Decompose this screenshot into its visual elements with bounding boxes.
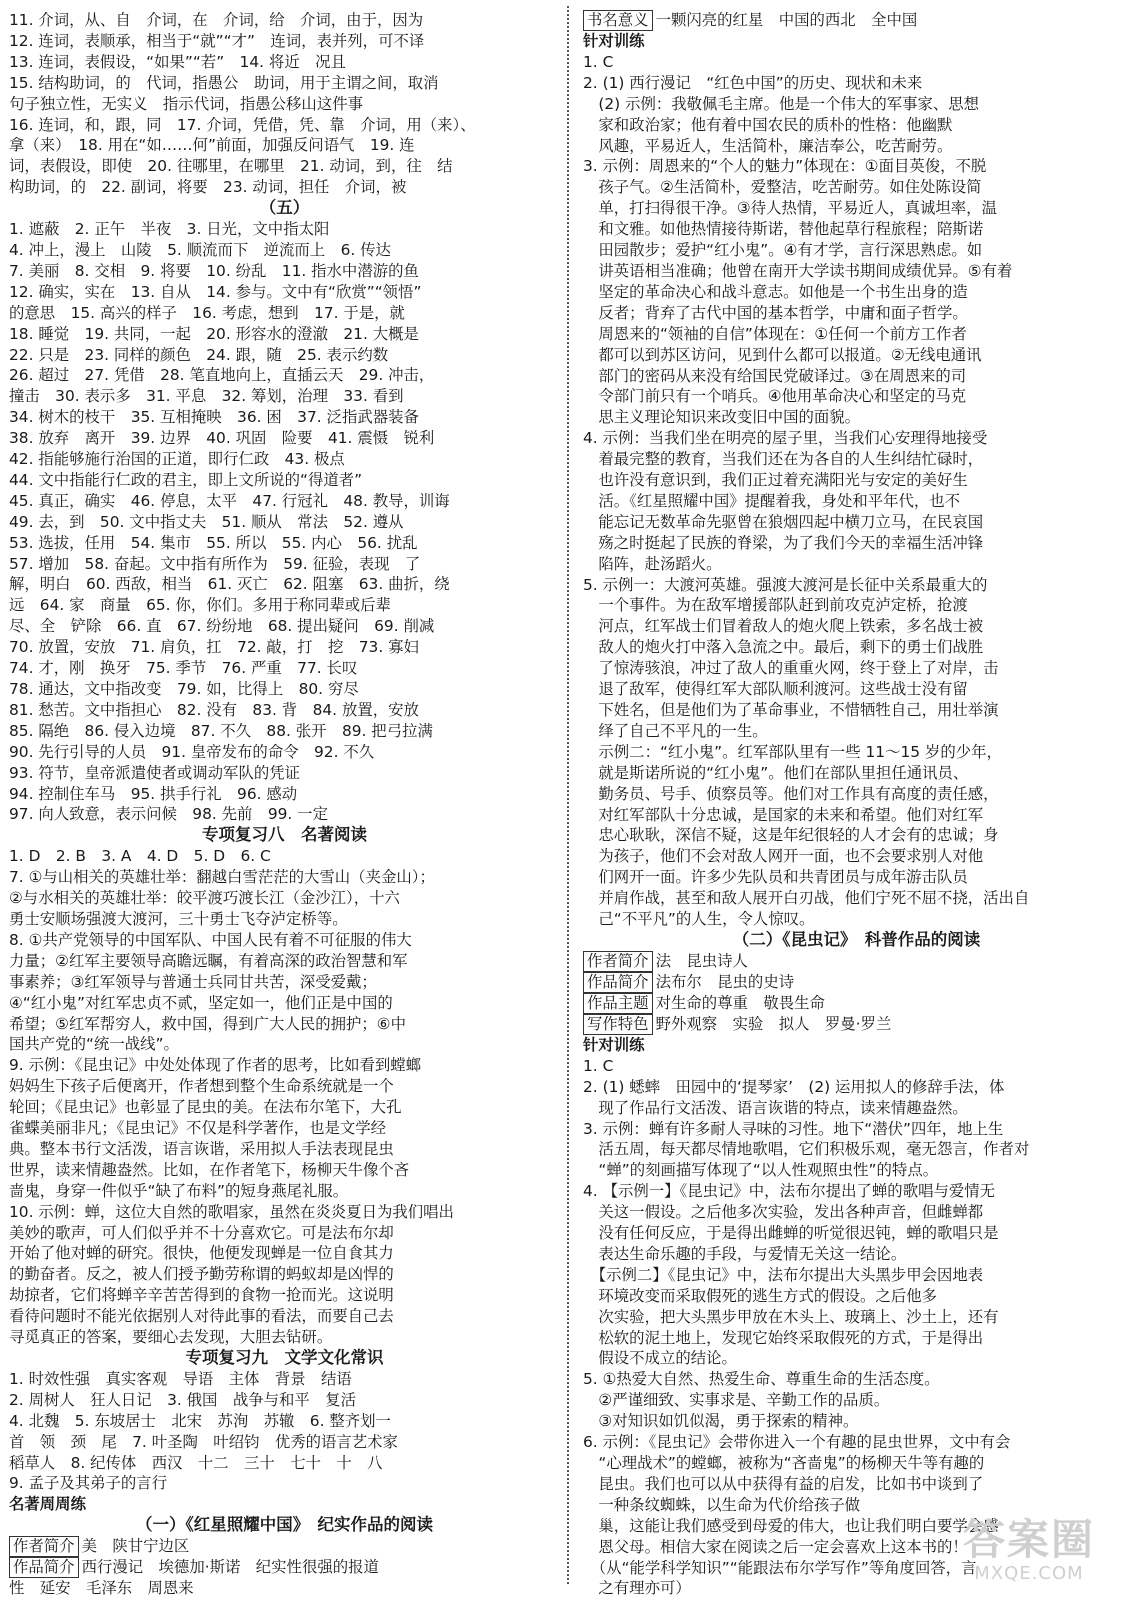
- info-value: 西行漫记 埃德加·斯诺 纪实性很强的报道: [81, 1558, 379, 1577]
- answer-line: 5. ①热爱大自然、热爱生命、尊重生命的生活态度。: [583, 1370, 940, 1389]
- answer-line: 事素养；③红军领导与普通士兵同甘共苦，深受爱戴；: [9, 972, 377, 991]
- answer-line: 5. 示例一：大渡河英雄。强渡大渡河是长征中关系最重大的: [583, 575, 988, 594]
- answer-line: 3. 示例：蝉有许多耐人寻味的习性。地下“潜伏”四年，地上生: [583, 1119, 1004, 1138]
- answer-line: 昆虫。我们也可以从中获得有益的启发，比如书中谈到了: [583, 1474, 984, 1493]
- info-row: [9, 1536, 560, 1557]
- answer-line: 尽、全 铲除 66. 直 67. 纷纷地 68. 提出疑问 69. 削减: [9, 617, 435, 636]
- answer-line: 啬鬼，身穿一件似乎“缺了布料”的短身燕尾礼服。: [9, 1181, 349, 1200]
- subheading: 针对训练: [583, 32, 645, 50]
- answer-line: 力量；②红军主要领导高瞻远瞩，有着高深的政治智慧和军: [9, 951, 408, 970]
- answer-line: 劫掠者，它们将蝉辛辛苦苦得到的食物一抢而光。这说明: [9, 1286, 394, 1305]
- answer-line: 敌人的炮火打中落入急流之中。最后，剩下的勇士们战胜: [583, 638, 984, 657]
- answer-line: 环境改变而采取假死的逃生方式的假设。之后他多: [583, 1286, 937, 1305]
- answer-line: 周恩来的“领袖的自信”体现在：①任何一个前方工作者: [583, 324, 967, 343]
- answer-line: 2. (1) 西行漫记 “红色中国”的历史、现状和未来: [583, 73, 923, 92]
- answer-line: 表达生命乐趣的手段，与爱情无关这一结论。: [583, 1244, 907, 1263]
- answer-line: 1. 遮蔽 2. 正午 半夜 3. 日光，文中指太阳: [9, 220, 330, 239]
- answer-line: 部门的密码从来没有给国民党破译过。③在周恩来的司: [583, 366, 967, 385]
- answer-line: “心理战术”的螳螂，被称为“吝啬鬼”的杨柳天牛等有趣的: [583, 1454, 985, 1472]
- answer-line: 38. 放弃 离开 39. 边界 40. 巩固 险要 41. 震慑 锐利: [9, 429, 435, 448]
- answer-line: 49. 去，到 50. 文中指丈夫 51. 顺从 常法 52. 遵从: [9, 512, 404, 531]
- answer-line: 15. 结构助词，的 代词，指愚公 助词，用于主谓之间，取消: [9, 73, 439, 92]
- answer-line: 12. 连词，表顺承，相当于“就”“才” 连词，表并列，可不译: [9, 31, 425, 50]
- answer-line: 97. 向人致意，表示问候 98. 先前 99. 一定: [9, 805, 328, 824]
- answer-line: 8. ①共产党领导的中国军队、中国人民有着不可征服的伟大: [9, 930, 412, 949]
- answer-line: 雀蝶美丽非凡；《昆虫记》不仅是科学著作，也是文学经: [9, 1119, 387, 1138]
- section-title: （一）《红星照耀中国》 纪实作品的阅读: [136, 1515, 433, 1535]
- answer-line: 次实验，把大头黑步甲放在木头上、玻璃上、沙土上，还有: [583, 1307, 999, 1326]
- answer-line: 4. 冲上，漫上 山陵 5. 顺流而下 逆流而上 6. 传达: [9, 240, 391, 259]
- answer-line: ②严谨细致、实事求是、辛勤工作的品质。: [583, 1391, 890, 1410]
- info-row: [583, 1014, 1130, 1035]
- subheading: 针对训练: [583, 1035, 645, 1054]
- info-label: 作品主题: [583, 993, 653, 1014]
- answer-line: 勇士安顺场强渡大渡河，三十勇士飞夺泸定桥等。: [9, 909, 348, 928]
- answer-line: 34. 树木的枝干 35. 互相掩映 36. 困 37. 泛指武器装备: [9, 408, 419, 427]
- answer-line: 陷阵，赴汤蹈火。: [583, 554, 722, 573]
- answer-line: 9. 孟子及其弟子的言行: [9, 1474, 168, 1493]
- answer-line: 坚定的革命决心和战斗意志。如他是一个书生出身的造: [583, 282, 968, 301]
- info-value: 一颗闪亮的红星 中国的西北 全中国: [655, 11, 918, 30]
- left-column: [9, 10, 560, 1598]
- answer-line: 令部门前只有一个哨兵。④他用革命决心和坚定的马克: [583, 387, 967, 406]
- info-label: 作者简介: [9, 1536, 79, 1557]
- answer-line: 70. 放置，安放 71. 肩负，扛 72. 敲，打 挖 73. 寡妇: [9, 638, 419, 657]
- answer-line: 忠心耿耿，深信不疑，这是年纪很轻的人才会有的忠诚；身: [583, 826, 999, 845]
- answer-line: 7. ①与山相关的英雄壮举：翻越白雪茫茫的大雪山（夹金山）；: [9, 868, 435, 887]
- answer-line: 美妙的歌声，可人们似乎并不十分喜欢它。可是法布尔却: [9, 1223, 394, 1242]
- answer-line: 解，明白 60. 西敌，相当 61. 灭亡 62. 阻塞 63. 曲折，绕: [9, 575, 450, 594]
- section-title: （五）: [259, 198, 310, 218]
- answer-line: 的意思 15. 高兴的样子 16. 考虑，想到 17. 于是，就: [9, 303, 405, 322]
- info-value: 法 昆虫诗人: [655, 951, 748, 970]
- answer-line: 90. 先行引导的人员 91. 皇帝发布的命令 92. 不久: [9, 742, 375, 761]
- answer-line: 殇之时挺起了民族的脊梁，为了我们今天的幸福生活冲锋: [583, 533, 984, 552]
- info-label: 写作特色: [583, 1014, 653, 1035]
- answer-line: 的勤奋者。反之，被人们授予勤劳称谓的蚂蚁却是凶悍的: [9, 1265, 394, 1284]
- answer-line: 活五周，每天都尽情地歌唱，它们积极乐观，毫无怨言，作者对: [583, 1140, 1030, 1159]
- answer-line: 42. 指能够施行治国的正道，即行仁政 43. 极点: [9, 450, 345, 469]
- answer-line: 单，打扫得很干净。③待人热情，平易近人，真诚坦率，温: [583, 199, 997, 218]
- answer-line: 妈妈生下孩子后便离开，作者想到整个生命系统就是一个: [9, 1077, 394, 1096]
- info-row: [583, 951, 1130, 972]
- answer-line: 构助词，的 22. 副词，将要 23. 动词，担任 介词，被: [9, 178, 407, 197]
- watermark: [929, 1516, 1129, 1586]
- section-title: 专项复习九 文学文化常识: [185, 1348, 384, 1367]
- answer-line: 26. 超过 27. 凭借 28. 笔直地向上，直插云天 29. 冲击，: [9, 366, 435, 385]
- answer-line: 了惊涛骇浪，冲过了敌人的重重火网，终于登上了对岸，击: [583, 659, 999, 678]
- answer-line: 一个事件。为在敌军增援部队赶到前攻克泸定桥，抢渡: [583, 596, 968, 615]
- answer-line: 绎了自己不平凡的一生。: [583, 721, 768, 740]
- answer-line: 4. 北魏 5. 东坡居士 北宋 苏洵 苏辙 6. 整齐划一: [9, 1411, 391, 1430]
- answer-line: 85. 隔绝 86. 侵入边境 87. 不久 88. 张开 89. 把弓拉满: [9, 721, 433, 740]
- watermark-logo: 答案圈: [962, 1515, 1095, 1564]
- answer-line: 远 64. 家 商量 65. 你，你们。多用于称同辈或后辈: [9, 596, 391, 615]
- answer-line: 57. 增加 58. 奋起。文中指有所作为 59. 征验，表现 了: [9, 554, 421, 573]
- answer-line: 没有任何反应，于是得出雌蝉的听觉很迟钝，蝉的歌唱只是: [583, 1224, 999, 1243]
- answer-line: 44. 文中指能行仁政的君主，即上文所说的“得道者”: [9, 470, 363, 489]
- answer-line: 2. 周树人 狂人日记 3. 俄国 战争与和平 复活: [9, 1390, 356, 1409]
- answer-line: 94. 控制住车马 95. 拱手行礼 96. 感动: [9, 784, 298, 803]
- answer-line: 世界，读来情趣盎然。比如，在作者笔下，杨柳天牛像个吝: [9, 1160, 410, 1179]
- answer-line: 18. 睡觉 19. 共同，一起 20. 形容水的澄澈 21. 大概是: [9, 324, 419, 343]
- answer-line: 稻草人 8. 纪传体 西汉 十二 三十 七十 十 八: [9, 1453, 383, 1472]
- answer-line: 74. 才，刚 换牙 75. 季节 76. 严重 77. 长叹: [9, 659, 358, 678]
- answer-line: 12. 确实，实在 13. 自从 14. 参与。文中有“欣赏”“领悟”: [9, 282, 422, 301]
- info-label: 作者简介: [583, 951, 653, 972]
- info-value: 美 陕甘宁边区: [81, 1537, 190, 1556]
- answer-line: 首 领 颈 尾 7. 叶圣陶 叶绍钧 优秀的语言艺术家: [9, 1432, 398, 1451]
- answer-line: 己“不平凡”的人生，令人惊叹。: [583, 910, 815, 929]
- answer-line: 6. 示例：《昆虫记》会带你进入一个有趣的昆虫世界，文中有会: [583, 1433, 1011, 1452]
- answer-line: 对红军部队十分忠诚，是国家的未来和希望。他们对红军: [583, 805, 984, 824]
- answer-line: 寻觅真正的答案，要细心去发现，大胆去钻研。: [9, 1328, 333, 1347]
- answer-line: 下姓名，但是他们为了革命事业，不惜牺牲自己，用壮举演: [583, 701, 999, 719]
- info-label: 作品简介: [583, 972, 653, 993]
- answer-line: 退了敌军，使得红军大部队顺利渡河。这些战士没有留: [583, 680, 968, 699]
- answer-line: 78. 通达，文中指改变 79. 如，比得上 80. 穷尽: [9, 680, 359, 698]
- answer-line: 开始了他对蝉的研究。很快，他便发现蝉是一位自食其力: [9, 1244, 394, 1263]
- answer-line: 10. 示例：蝉，这位大自然的歌唱家，虽然在炎炎夏日为我们唱出: [9, 1202, 454, 1221]
- answer-line: 1. C: [583, 1056, 614, 1075]
- answer-line: 们网开一面。许多少先队员和共青团员与成年游击队员: [583, 868, 968, 887]
- answer-line: 9. 示例：《昆虫记》中处处体现了作者的思考，比如看到螳螂: [9, 1056, 422, 1075]
- answer-line: 句子独立性，无实义 指示代词，指愚公移山这件事: [9, 94, 363, 113]
- answer-line: 河点，红军战士们冒着敌人的炮火爬上铁索，多名战士被: [583, 617, 984, 636]
- info-value: 法布尔 昆虫的史诗: [655, 972, 795, 991]
- answer-line: 53. 选拔，任用 54. 集市 55. 所以 55. 内心 56. 扰乱: [9, 533, 418, 552]
- answer-line: 巢，这能让我们感受到母爱的伟大，也让我们明白要学会感: [583, 1516, 999, 1535]
- answer-line: 都可以到苏区访问，见到什么都可以报道。②无线电通讯: [583, 345, 982, 364]
- watermark-url: MXQE.COM: [974, 1563, 1084, 1584]
- answer-line: 希望；⑤红军帮穷人，救中国，得到广大人民的拥护；⑥中: [9, 1014, 406, 1033]
- answer-line: 假设不成立的结论。: [583, 1349, 737, 1368]
- answer-line: 典。整本书行文活泼，语言诙谐，采用拟人手法表现昆虫: [9, 1139, 394, 1158]
- answer-line: 22. 只是 23. 同样的颜色 24. 跟，随 25. 表示约数: [9, 345, 389, 364]
- info-value: 野外观察 实验 拟人 罗曼·罗兰: [655, 1014, 892, 1033]
- answer-line: 3. 示例：周恩来的“个人的魅力”体现在：①面目英俊，不脱: [583, 157, 987, 176]
- answer-line: 示例二：“红小鬼”。红军部队里有一些 11～15 岁的少年，: [583, 742, 1002, 761]
- answer-line: 为孩子，他们不会对敌人网开一面，也不会要求别人对他: [583, 847, 984, 866]
- answer-line: 2. (1) 蟋蟀 田园中的‘提琴家’ (2) 运用拟人的修辞手法，体: [583, 1077, 1005, 1096]
- answer-line: 轮回；《昆虫记》也彰显了昆虫的美。在法布尔笔下，大孔: [9, 1098, 402, 1117]
- answer-line: ③对知识如饥似渴，勇于探索的精神。: [583, 1412, 859, 1431]
- answer-line: 思主义理论知识来改变旧中国的面貌。: [583, 408, 861, 427]
- answer-line: 之有理亦可）: [583, 1579, 691, 1598]
- section-title: 专项复习八 名著阅读: [202, 825, 367, 845]
- subheading: 名著周周练: [9, 1495, 86, 1514]
- answer-line: 和文雅。如他热情接待斯诺，替他起草行程旅程；陪斯诺: [583, 220, 984, 239]
- answer-line: 11. 介词，从、自 介词，在 介词，给 介词，由于，因为: [9, 11, 424, 29]
- answer-line: 4. 【示例一】《昆虫记》中，法布尔提出了蝉的歌唱与爱情无: [583, 1182, 996, 1201]
- answer-line: 1. C: [583, 52, 614, 71]
- answer-line: 并肩作战，甚至和敌人展开白刃战，他们宁死不屈不挠，活出自: [583, 889, 1030, 908]
- answer-line: （从“能学科学知识”“能跟法布尔学写作”等角度回答，言: [583, 1558, 977, 1577]
- answer-line: 一种条纹蜘蛛，以生命为代价给孩子做: [583, 1495, 861, 1514]
- answer-line: 松软的泥土地上，发现它始终采取假死的方式，于是得出: [583, 1328, 984, 1347]
- info-value: 对生命的尊重 敬畏生命: [655, 993, 825, 1012]
- answer-line: 着最完整的教育，当我们还在为各自的人生纠结忙碌时，: [583, 450, 984, 469]
- answer-line: 词，表假设，即使 20. 往哪里，在哪里 21. 动词，到，往 结: [9, 157, 453, 176]
- answer-line: 孩子气。②生活简朴，爱整洁，吃苦耐劳。如住处陈设简: [583, 178, 982, 197]
- answer-line: 能忘记无数革命先驱曾在狼烟四起中横刀立马，在民哀国: [583, 512, 984, 531]
- answer-line: 撞击 30. 表示多 31. 平息 32. 筹划，治理 33. 看到: [9, 387, 404, 406]
- answer-line: 勤务员、号手、侦察员等。他们对工作具有高度的责任感，: [583, 784, 999, 803]
- answer-line: 也许没有意识到，我们正过着充满阳光与安定的美好生: [583, 471, 968, 490]
- answer-line: 13. 连词，表假设，“如果”“若” 14. 将近 况且: [9, 52, 346, 71]
- column-divider: [567, 6, 569, 1584]
- answer-line: 国共产党的“统一战线”。: [9, 1035, 179, 1054]
- answer-line: 反者；背弃了古代中国的基本哲学，中庸和面子哲学。: [583, 303, 968, 322]
- answer-line: 就是斯诺所说的“红小鬼”。他们在部队里担任通讯员、: [583, 763, 969, 782]
- answer-line: 家和政治家；他有着中国农民的质朴的性格：他幽默: [583, 115, 953, 134]
- answer-line: 性 延安 毛泽东 周恩来: [9, 1579, 194, 1598]
- answer-line: ②与水相关的英雄壮举：皎平渡巧渡长江（金沙江），十六: [9, 889, 400, 908]
- info-label: 作品简介: [9, 1557, 79, 1578]
- answer-line: “蝉”的刻画描写体现了“以人性观照虫性”的特点。: [583, 1161, 939, 1180]
- answer-line: 1. 时效性强 真实客观 导语 主体 背景 结语: [9, 1369, 352, 1388]
- info-row: [9, 1557, 560, 1578]
- answer-line: 恩父母。相信大家在阅读之后一定会喜欢上这本书的！: [583, 1537, 968, 1556]
- answer-line: 16. 连词，和，跟，同 17. 介词，凭借，凭、靠 介词，用（来）、: [9, 115, 476, 134]
- answer-line: ④“红小鬼”对红军忠贞不贰，坚定如一，他们正是中国的: [9, 993, 393, 1012]
- info-row: [583, 10, 1130, 31]
- answer-line: 田园散步；爱护“红小鬼”。④有才学，言行深思熟虑。如: [583, 241, 983, 260]
- answer-line: 风趣，平易近人，生活简朴，廉洁奉公，吃苦耐劳。: [583, 136, 953, 155]
- answer-line: 现了作品行文活泼、语言诙谐的特点，读来情趣盎然。: [583, 1098, 968, 1117]
- info-row: [583, 972, 1130, 993]
- info-row: [583, 993, 1130, 1014]
- section-title: （二）《昆虫记》 科普作品的阅读: [732, 929, 981, 949]
- answer-line: 93. 符节，皇帝派遣使者或调动军队的凭证: [9, 763, 301, 782]
- answer-line: 关这一假设。之后他多次实验，发出各种声音，但雌蝉都: [583, 1203, 984, 1222]
- answer-line: 4. 示例：当我们坐在明亮的屋子里，当我们心安理得地接受: [583, 429, 988, 448]
- answer-line: 45. 真正，确实 46. 停息，太平 47. 行冠礼 48. 教导，训诲: [9, 491, 450, 510]
- answer-line: 活。《红星照耀中国》提醒着我，身处和平年代，也不: [583, 491, 961, 510]
- answer-line: 81. 愁苦。文中指担心 82. 没有 83. 背 84. 放置，安放: [9, 700, 419, 719]
- answer-line: 1. D 2. B 3. A 4. D 5. D 6. C: [9, 847, 271, 866]
- info-label: 书名意义: [583, 10, 653, 31]
- answer-line: 看待问题时不能光依据别人对待此事的看法，而要自己去: [9, 1307, 394, 1326]
- answer-line: 【示例二】《昆虫记》中，法布尔提出大头黑步甲会因地表: [583, 1265, 984, 1284]
- answer-line: 7. 美丽 8. 交相 9. 将要 10. 纷乱 11. 指水中潜游的鱼: [9, 261, 419, 280]
- answer-line: 讲英语相当准确；他曾在南开大学读书期间成绩优异。⑤有着: [583, 261, 1013, 280]
- answer-line: 拿（来） 18. 用在“如……何”前面，加强反问语气 19. 连: [9, 136, 415, 155]
- answer-line: (2) 示例：我敬佩毛主席。他是一个伟大的军事家、思想: [583, 94, 980, 113]
